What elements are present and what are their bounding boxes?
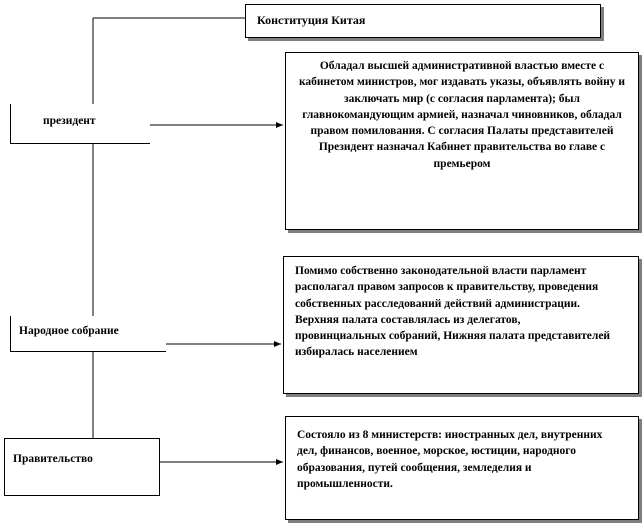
assembly-description: Помимо собственно законодательной власти парламент располагал правом запросов к правительству, проведения собственных расследований действий администрации. Верхняя палата составлялась из делегатов, провинциальных собраний, Нижняя палата представителей избиралась населением — [295, 265, 611, 359]
title-box — [245, 4, 601, 38]
government-label: Правительство — [13, 453, 93, 465]
government-description: Состояло из 8 министерств: иностранных дел, внутренних дел, финансов, военное, морское, юстиции, народного образования, путей сообщения, земледелия и промышленности. — [297, 429, 603, 490]
president-label: президент — [43, 115, 96, 127]
president-box — [10, 104, 150, 144]
assembly-box — [10, 316, 166, 352]
president-description: Обладал высшей административной властью вместе с кабинетом министров, мог издавать указы, объявлять войну и заключать мир (с согласия парламента); был главнокомандующим армией, назначал чиновников, обладал правом помилования. С согласия Палаты представителей Президент назначал Кабинет правительства во главе с премьером — [298, 60, 626, 170]
assembly-description-box — [283, 256, 639, 394]
assembly-label: Народное собрание — [19, 325, 119, 337]
title-text: Конституция Китая — [257, 13, 366, 27]
government-description-box — [285, 416, 639, 520]
government-box — [4, 438, 160, 496]
president-description-box — [285, 52, 639, 230]
